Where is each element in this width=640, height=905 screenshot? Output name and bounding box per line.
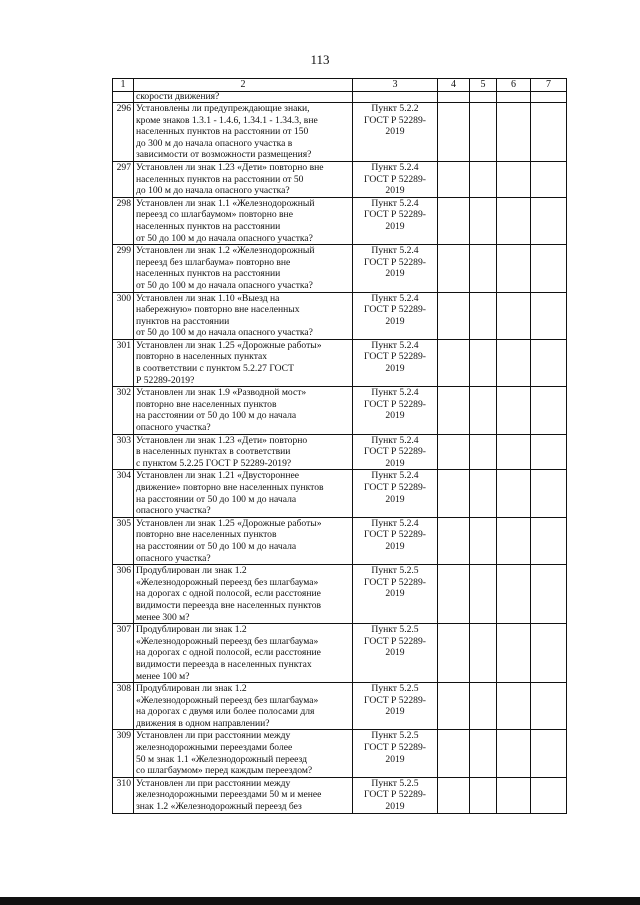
question-line: Установлен ли знак 1.23 «Дети» повторно (136, 434, 308, 446)
reference-line: 2019 (385, 457, 405, 469)
row-number: 310 (113, 777, 134, 813)
row-number: 308 (113, 683, 134, 730)
answer-cell (531, 517, 567, 564)
answer-cell (470, 92, 497, 103)
reference-cell (353, 161, 438, 197)
reference-cell (353, 434, 438, 470)
question-cell (134, 161, 353, 197)
answer-cell (497, 161, 531, 197)
question-cell (134, 517, 353, 564)
question-line: Установлен ли знак 1.25 «Дорожные работы» (136, 517, 322, 529)
reference-line: ГОСТ Р 52289- (364, 635, 426, 647)
row-number: 307 (113, 624, 134, 683)
reference-line: ГОСТ Р 52289- (364, 446, 426, 458)
answer-cell (497, 565, 531, 624)
answer-cell (438, 197, 470, 244)
table-row (113, 434, 567, 470)
question-line: Продублирован ли знак 1.2 (136, 565, 247, 577)
question-line: повторно в населенных пунктах (136, 351, 268, 363)
answer-cell (470, 470, 497, 517)
answer-cell (497, 730, 531, 777)
answer-cell (470, 624, 497, 683)
reference-line: 2019 (385, 220, 405, 232)
reference-line: 2019 (385, 410, 405, 422)
row-number: 301 (113, 339, 134, 386)
reference-line: ГОСТ Р 52289- (364, 529, 426, 541)
question-line: повторно вне населенных пунктов (136, 398, 277, 410)
answer-cell (531, 161, 567, 197)
continuation-num-cell (113, 92, 134, 103)
question-line: «Железнодорожный переезд без шлагбаума» (136, 694, 319, 706)
row-number: 305 (113, 517, 134, 564)
answer-cell (470, 197, 497, 244)
question-line: переезд без шлагбаума» повторно вне (136, 256, 291, 268)
answer-cell (497, 470, 531, 517)
question-line: железнодорожными переездами более (136, 742, 293, 754)
row-number: 309 (113, 730, 134, 777)
reference-line: 2019 (385, 753, 405, 765)
question-line: на расстоянии от 50 до 100 м до начала (136, 493, 297, 505)
question-cell (134, 683, 353, 730)
question-line: железнодорожными переездами 50 м и менее (136, 789, 322, 801)
reference-line: 2019 (385, 493, 405, 505)
reference-line: 2019 (385, 185, 405, 197)
reference-cell (353, 565, 438, 624)
row-number: 296 (113, 103, 134, 162)
question-line: населенных пунктов на расстоянии (136, 220, 281, 232)
question-line: на дорогах с одной полосой, если расстояние (136, 588, 321, 600)
header-cell-2: 2 (134, 79, 353, 92)
answer-cell (470, 387, 497, 434)
answer-cell (531, 624, 567, 683)
answer-cell (497, 339, 531, 386)
header-cell-7: 7 (531, 79, 567, 92)
answer-cell (438, 161, 470, 197)
answer-cell (497, 197, 531, 244)
answer-cell (438, 777, 470, 813)
answer-cell (497, 434, 531, 470)
row-number: 300 (113, 292, 134, 339)
reference-line: ГОСТ Р 52289- (364, 398, 426, 410)
table-row (113, 387, 567, 434)
question-line: Продублирован ли знак 1.2 (136, 683, 247, 695)
answer-cell (438, 103, 470, 162)
reference-line: Пункт 5.2.5 (371, 730, 419, 742)
reference-line: 2019 (385, 126, 405, 138)
answer-cell (531, 245, 567, 292)
question-line: населенных пунктов на расстоянии от 150 (136, 126, 309, 138)
question-line: менее 300 м? (136, 611, 190, 623)
reference-line: ГОСТ Р 52289- (364, 256, 426, 268)
reference-line: 2019 (385, 588, 405, 600)
reference-line: Пункт 5.2.4 (371, 197, 419, 209)
question-line: Р 52289-2019? (136, 374, 195, 386)
reference-line: 2019 (385, 315, 405, 327)
table-row (113, 339, 567, 386)
question-line: Установлен ли знак 1.21 «Двустороннее (136, 470, 299, 482)
answer-cell (470, 517, 497, 564)
question-line: знак 1.2 «Железнодорожный переезд без (136, 801, 302, 813)
reference-line: Пункт 5.2.5 (371, 624, 419, 636)
question-line: от 50 до 100 м до начала опасного участка? (136, 279, 313, 291)
question-line: со шлагбаумом» перед каждым переездом? (136, 765, 313, 777)
reference-line: ГОСТ Р 52289- (364, 694, 426, 706)
question-line: в населенных пунктах в соответствии (136, 446, 291, 458)
reference-line: 2019 (385, 363, 405, 375)
answer-cell (470, 730, 497, 777)
reference-line: ГОСТ Р 52289- (364, 482, 426, 493)
question-line: Установлен ли знак 1.25 «Дорожные работы» (136, 339, 322, 351)
question-line: Установлен ли при расстоянии между (136, 730, 291, 742)
header-cell-6: 6 (497, 79, 531, 92)
continuation-line: скорости движения? (136, 91, 220, 102)
table-row (113, 103, 567, 162)
table-row (113, 197, 567, 244)
question-line: на расстоянии от 50 до 100 м до начала (136, 410, 297, 422)
answer-cell (531, 387, 567, 434)
question-cell (134, 103, 353, 162)
row-number: 306 (113, 565, 134, 624)
reference-line: 2019 (385, 540, 405, 552)
reference-cell (353, 777, 438, 813)
table-row (113, 517, 567, 564)
answer-cell (531, 103, 567, 162)
answer-cell (438, 339, 470, 386)
table-row (113, 470, 567, 517)
question-line: повторно вне населенных пунктов (136, 529, 277, 541)
answer-cell (497, 245, 531, 292)
question-line: Установлен ли знак 1.10 «Выезд на (136, 292, 280, 304)
answer-cell (470, 161, 497, 197)
question-cell (134, 197, 353, 244)
answer-cell (497, 683, 531, 730)
answer-cell (438, 470, 470, 517)
reference-cell (353, 387, 438, 434)
answer-cell (531, 92, 567, 103)
reference-line: ГОСТ Р 52289- (364, 173, 426, 185)
reference-line: ГОСТ Р 52289- (364, 209, 426, 221)
reference-cell (353, 730, 438, 777)
question-line: «Железнодорожный переезд без шлагбаума» (136, 576, 319, 588)
question-line: «Железнодорожный переезд без шлагбаума» (136, 635, 319, 647)
question-line: переезд со шлагбаумом» повторно вне (136, 209, 293, 221)
question-line: 50 м знак 1.1 «Железнодорожный переезд (136, 753, 307, 765)
row-number: 304 (113, 470, 134, 517)
reference-line: ГОСТ Р 52289- (364, 351, 426, 363)
table-row (113, 565, 567, 624)
answer-cell (470, 434, 497, 470)
question-cell (134, 730, 353, 777)
question-line: пунктов на расстоянии (136, 315, 230, 327)
reference-line: Пункт 5.2.4 (371, 470, 419, 482)
question-cell (134, 387, 353, 434)
reference-cell (353, 292, 438, 339)
question-cell (134, 434, 353, 470)
reference-cell (353, 197, 438, 244)
question-line: опасного участка? (136, 422, 211, 434)
answer-cell (497, 517, 531, 564)
question-line: на дорогах с одной полосой, если расстояние (136, 647, 321, 659)
table-row (113, 683, 567, 730)
question-line: набережную» повторно вне населенных (136, 304, 300, 316)
reference-line: Пункт 5.2.4 (371, 387, 419, 399)
answer-cell (497, 387, 531, 434)
answer-cell (438, 434, 470, 470)
reference-line: Пункт 5.2.2 (371, 103, 419, 114)
answer-cell (531, 434, 567, 470)
answer-cell (470, 565, 497, 624)
question-line: Установлен ли знак 1.2 «Железнодорожный (136, 245, 315, 257)
answer-cell (438, 730, 470, 777)
reference-cell (353, 624, 438, 683)
reference-line: ГОСТ Р 52289- (364, 304, 426, 316)
answer-cell (438, 387, 470, 434)
answer-cell (438, 92, 470, 103)
question-line: до 100 м до начала опасного участка? (136, 185, 290, 197)
question-line: движение» повторно вне населенных пунктов (136, 482, 324, 493)
question-line: населенных пунктов на расстоянии от 50 (136, 173, 304, 185)
answer-cell (531, 683, 567, 730)
question-line: Установлены ли предупреждающие знаки, (136, 103, 310, 114)
reference-line: Пункт 5.2.4 (371, 292, 419, 304)
question-line: Установлен ли знак 1.1 «Железнодорожный (136, 197, 315, 209)
reference-line: ГОСТ Р 52289- (364, 576, 426, 588)
question-line: опасного участка? (136, 505, 211, 517)
row-number: 297 (113, 161, 134, 197)
reference-line: ГОСТ Р 52289- (364, 114, 426, 126)
reference-line: Пункт 5.2.4 (371, 517, 419, 529)
table-row (113, 730, 567, 777)
question-line: в соответствии с пунктом 5.2.27 ГОСТ (136, 363, 294, 375)
scan-edge-bar (0, 897, 640, 905)
row-number: 302 (113, 387, 134, 434)
question-line: на расстоянии от 50 до 100 м до начала (136, 540, 297, 552)
reference-cell (353, 103, 438, 162)
question-line: видимости переезда вне населенных пунктов (136, 599, 322, 611)
table-row (113, 624, 567, 683)
question-line: с пунктом 5.2.25 ГОСТ Р 52289-2019? (136, 457, 292, 469)
reference-cell (353, 245, 438, 292)
answer-cell (497, 103, 531, 162)
answer-cell (531, 565, 567, 624)
header-cell-4: 4 (438, 79, 470, 92)
question-line: населенных пунктов на расстоянии (136, 268, 281, 280)
answer-cell (497, 92, 531, 103)
question-line: движения в одном направлении? (136, 717, 270, 729)
header-cell-5: 5 (470, 79, 497, 92)
answer-cell (438, 624, 470, 683)
question-cell (134, 777, 353, 813)
question-line: от 50 до 100 м до начала опасного участка? (136, 327, 313, 339)
continuation-ref-cell (353, 92, 438, 103)
header-cell-1: 1 (113, 79, 134, 92)
question-cell (134, 565, 353, 624)
question-line: Установлен ли при расстоянии между (136, 777, 291, 789)
answer-cell (438, 245, 470, 292)
answer-cell (438, 517, 470, 564)
answer-cell (438, 683, 470, 730)
answer-cell (531, 730, 567, 777)
question-line: до 300 м до начала опасного участка в (136, 137, 293, 149)
reference-line: ГОСТ Р 52289- (364, 789, 426, 801)
question-cell (134, 292, 353, 339)
answer-cell (470, 103, 497, 162)
row-number: 299 (113, 245, 134, 292)
table-row (113, 161, 567, 197)
reference-line: Пункт 5.2.4 (371, 161, 419, 173)
question-cell (134, 245, 353, 292)
question-cell (134, 470, 353, 517)
question-cell (134, 624, 353, 683)
question-line: видимости переезда в населенных пунктах (136, 658, 312, 670)
continuation-question-cell (134, 92, 353, 103)
row-number: 298 (113, 197, 134, 244)
header-row (113, 79, 567, 92)
row-number: 303 (113, 434, 134, 470)
question-line: Продублирован ли знак 1.2 (136, 624, 247, 636)
reference-line: Пункт 5.2.5 (371, 565, 419, 577)
reference-cell (353, 683, 438, 730)
reference-line: Пункт 5.2.4 (371, 434, 419, 446)
question-line: Установлен ли знак 1.9 «Разводной мост» (136, 387, 307, 399)
answer-cell (470, 777, 497, 813)
reference-cell (353, 517, 438, 564)
checklist-table (112, 78, 567, 814)
question-line: кроме знаков 1.3.1 - 1.4.6, 1.34.1 - 1.34.3, вне (136, 114, 318, 126)
reference-line: 2019 (385, 801, 405, 813)
question-cell (134, 339, 353, 386)
answer-cell (531, 470, 567, 517)
question-line: опасного участка? (136, 552, 211, 564)
answer-cell (531, 197, 567, 244)
answer-cell (531, 777, 567, 813)
reference-line: Пункт 5.2.5 (371, 683, 419, 695)
header-cell-3: 3 (353, 79, 438, 92)
reference-line: Пункт 5.2.5 (371, 777, 419, 789)
reference-line: ГОСТ Р 52289- (364, 742, 426, 754)
continuation-row (113, 92, 567, 103)
answer-cell (531, 339, 567, 386)
answer-cell (470, 683, 497, 730)
question-line: на дорогах с двумя или более полосами для (136, 706, 315, 718)
reference-line: Пункт 5.2.4 (371, 339, 419, 351)
answer-cell (438, 292, 470, 339)
answer-cell (497, 777, 531, 813)
answer-cell (497, 292, 531, 339)
table-row (113, 245, 567, 292)
reference-cell (353, 470, 438, 517)
answer-cell (497, 624, 531, 683)
reference-cell (353, 339, 438, 386)
question-line: Установлен ли знак 1.23 «Дети» повторно вне (136, 161, 324, 173)
answer-cell (438, 565, 470, 624)
page-number: 113 (310, 52, 330, 67)
answer-cell (470, 245, 497, 292)
question-line: зависимости от возможности размещения? (136, 149, 312, 161)
reference-line: 2019 (385, 647, 405, 659)
answer-cell (470, 292, 497, 339)
reference-line: Пункт 5.2.4 (371, 245, 419, 257)
reference-line: 2019 (385, 706, 405, 718)
reference-line: 2019 (385, 268, 405, 280)
table-row (113, 292, 567, 339)
answer-cell (470, 339, 497, 386)
question-line: от 50 до 100 м до начала опасного участка? (136, 232, 313, 244)
table-row (113, 777, 567, 813)
question-line: менее 100 м? (136, 670, 190, 682)
answer-cell (531, 292, 567, 339)
